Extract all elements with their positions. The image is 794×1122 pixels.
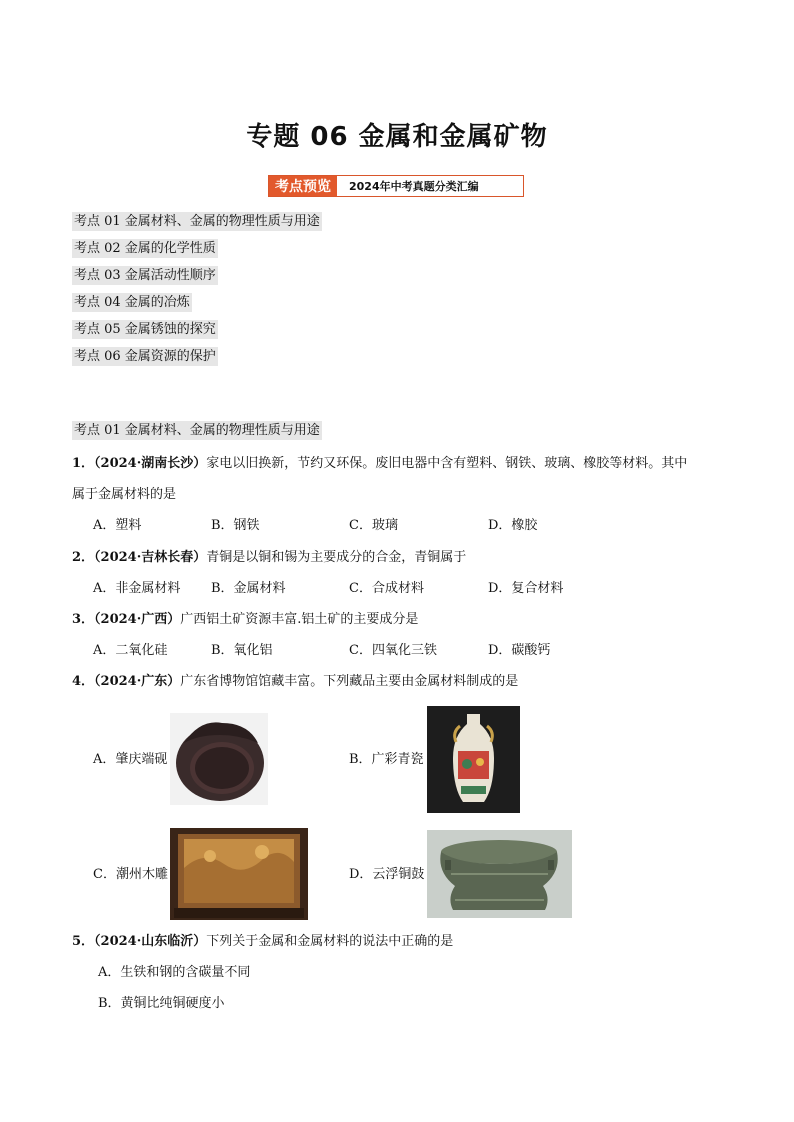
q2-option-b[interactable]: B．金属材料	[211, 581, 286, 596]
question-4-text: 广东省博物馆馆藏丰富。下列藏品主要由金属材料制成的是	[180, 674, 519, 689]
toc-item-06[interactable]: 考点 06 金属资源的保护	[74, 349, 216, 364]
q2-option-a[interactable]: A．非金属材料	[93, 581, 181, 596]
q2-option-d[interactable]: D．复合材料	[488, 581, 564, 596]
question-3-text: 广西铝土矿资源丰富.铝土矿的主要成分是	[180, 612, 419, 627]
q1-option-a[interactable]: A．塑料	[93, 518, 142, 533]
q3-option-d[interactable]: D．碳酸钙	[488, 643, 551, 658]
toc-item-04[interactable]: 考点 04 金属的冶炼	[74, 295, 190, 310]
question-3-source: 3．（2024·广西）	[72, 612, 181, 627]
q2-option-c[interactable]: C．合成材料	[349, 581, 424, 596]
question-2-text: 青铜是以铜和锡为主要成分的合金，青铜属于	[206, 550, 467, 565]
question-2-source: 2．（2024·吉林长春）	[72, 550, 207, 565]
inkstone-image	[170, 713, 268, 805]
question-1-text-cont: 属于金属材料的是	[72, 487, 177, 502]
question-5-source: 5．（2024·山东临沂）	[72, 934, 207, 949]
q3-option-b[interactable]: B．氧化铝	[211, 643, 273, 658]
question-5-text: 下列关于金属和金属材料的说法中正确的是	[206, 934, 454, 949]
q4-option-d[interactable]: D．云浮铜鼓	[349, 867, 425, 882]
q4-option-b[interactable]: B．广彩青瓷	[349, 752, 424, 767]
bronze-drum-image	[427, 830, 572, 918]
question-4	[72, 673, 518, 691]
question-2	[72, 549, 466, 567]
toc-item-05[interactable]: 考点 05 金属锈蚀的探究	[74, 322, 216, 337]
q1-option-b[interactable]: B．钢铁	[211, 518, 260, 533]
q5-option-b[interactable]: B．黄铜比纯铜硬度小	[98, 996, 225, 1011]
preview-badge	[268, 175, 524, 197]
q5-option-a[interactable]: A．生铁和钢的含碳量不同	[98, 965, 251, 980]
question-5	[72, 933, 453, 951]
q4-option-c[interactable]: C．潮州木雕	[93, 867, 168, 882]
page-title: 专题 06 金属和金属矿物	[246, 122, 548, 152]
section-heading: 考点 01 金属材料、金属的物理性质与用途	[74, 423, 320, 438]
question-3	[72, 611, 418, 629]
q1-option-c[interactable]: C．玻璃	[349, 518, 398, 533]
badge-label: 考点预览	[269, 176, 337, 196]
question-1	[72, 455, 687, 473]
vase-image	[427, 706, 520, 813]
question-1-source: 1．（2024·湖南长沙）	[72, 456, 207, 471]
q3-option-a[interactable]: A．二氧化硅	[93, 643, 168, 658]
question-4-source: 4．（2024·广东）	[72, 674, 181, 689]
q4-option-a[interactable]: A．肇庆端砚	[93, 752, 168, 767]
toc-item-01[interactable]: 考点 01 金属材料、金属的物理性质与用途	[74, 214, 320, 229]
q1-option-d[interactable]: D．橡胶	[488, 518, 538, 533]
toc-item-02[interactable]: 考点 02 金属的化学性质	[74, 241, 216, 256]
woodcarving-image	[170, 828, 308, 920]
q3-option-c[interactable]: C．四氧化三铁	[349, 643, 437, 658]
toc-item-03[interactable]: 考点 03 金属活动性顺序	[74, 268, 216, 283]
question-1-text: 家电以旧换新，节约又环保。废旧电器中含有塑料、钢铁、玻璃、橡胶等材料。其中	[206, 456, 688, 471]
badge-subtitle: 2024年中考真题分类汇编	[349, 180, 479, 193]
